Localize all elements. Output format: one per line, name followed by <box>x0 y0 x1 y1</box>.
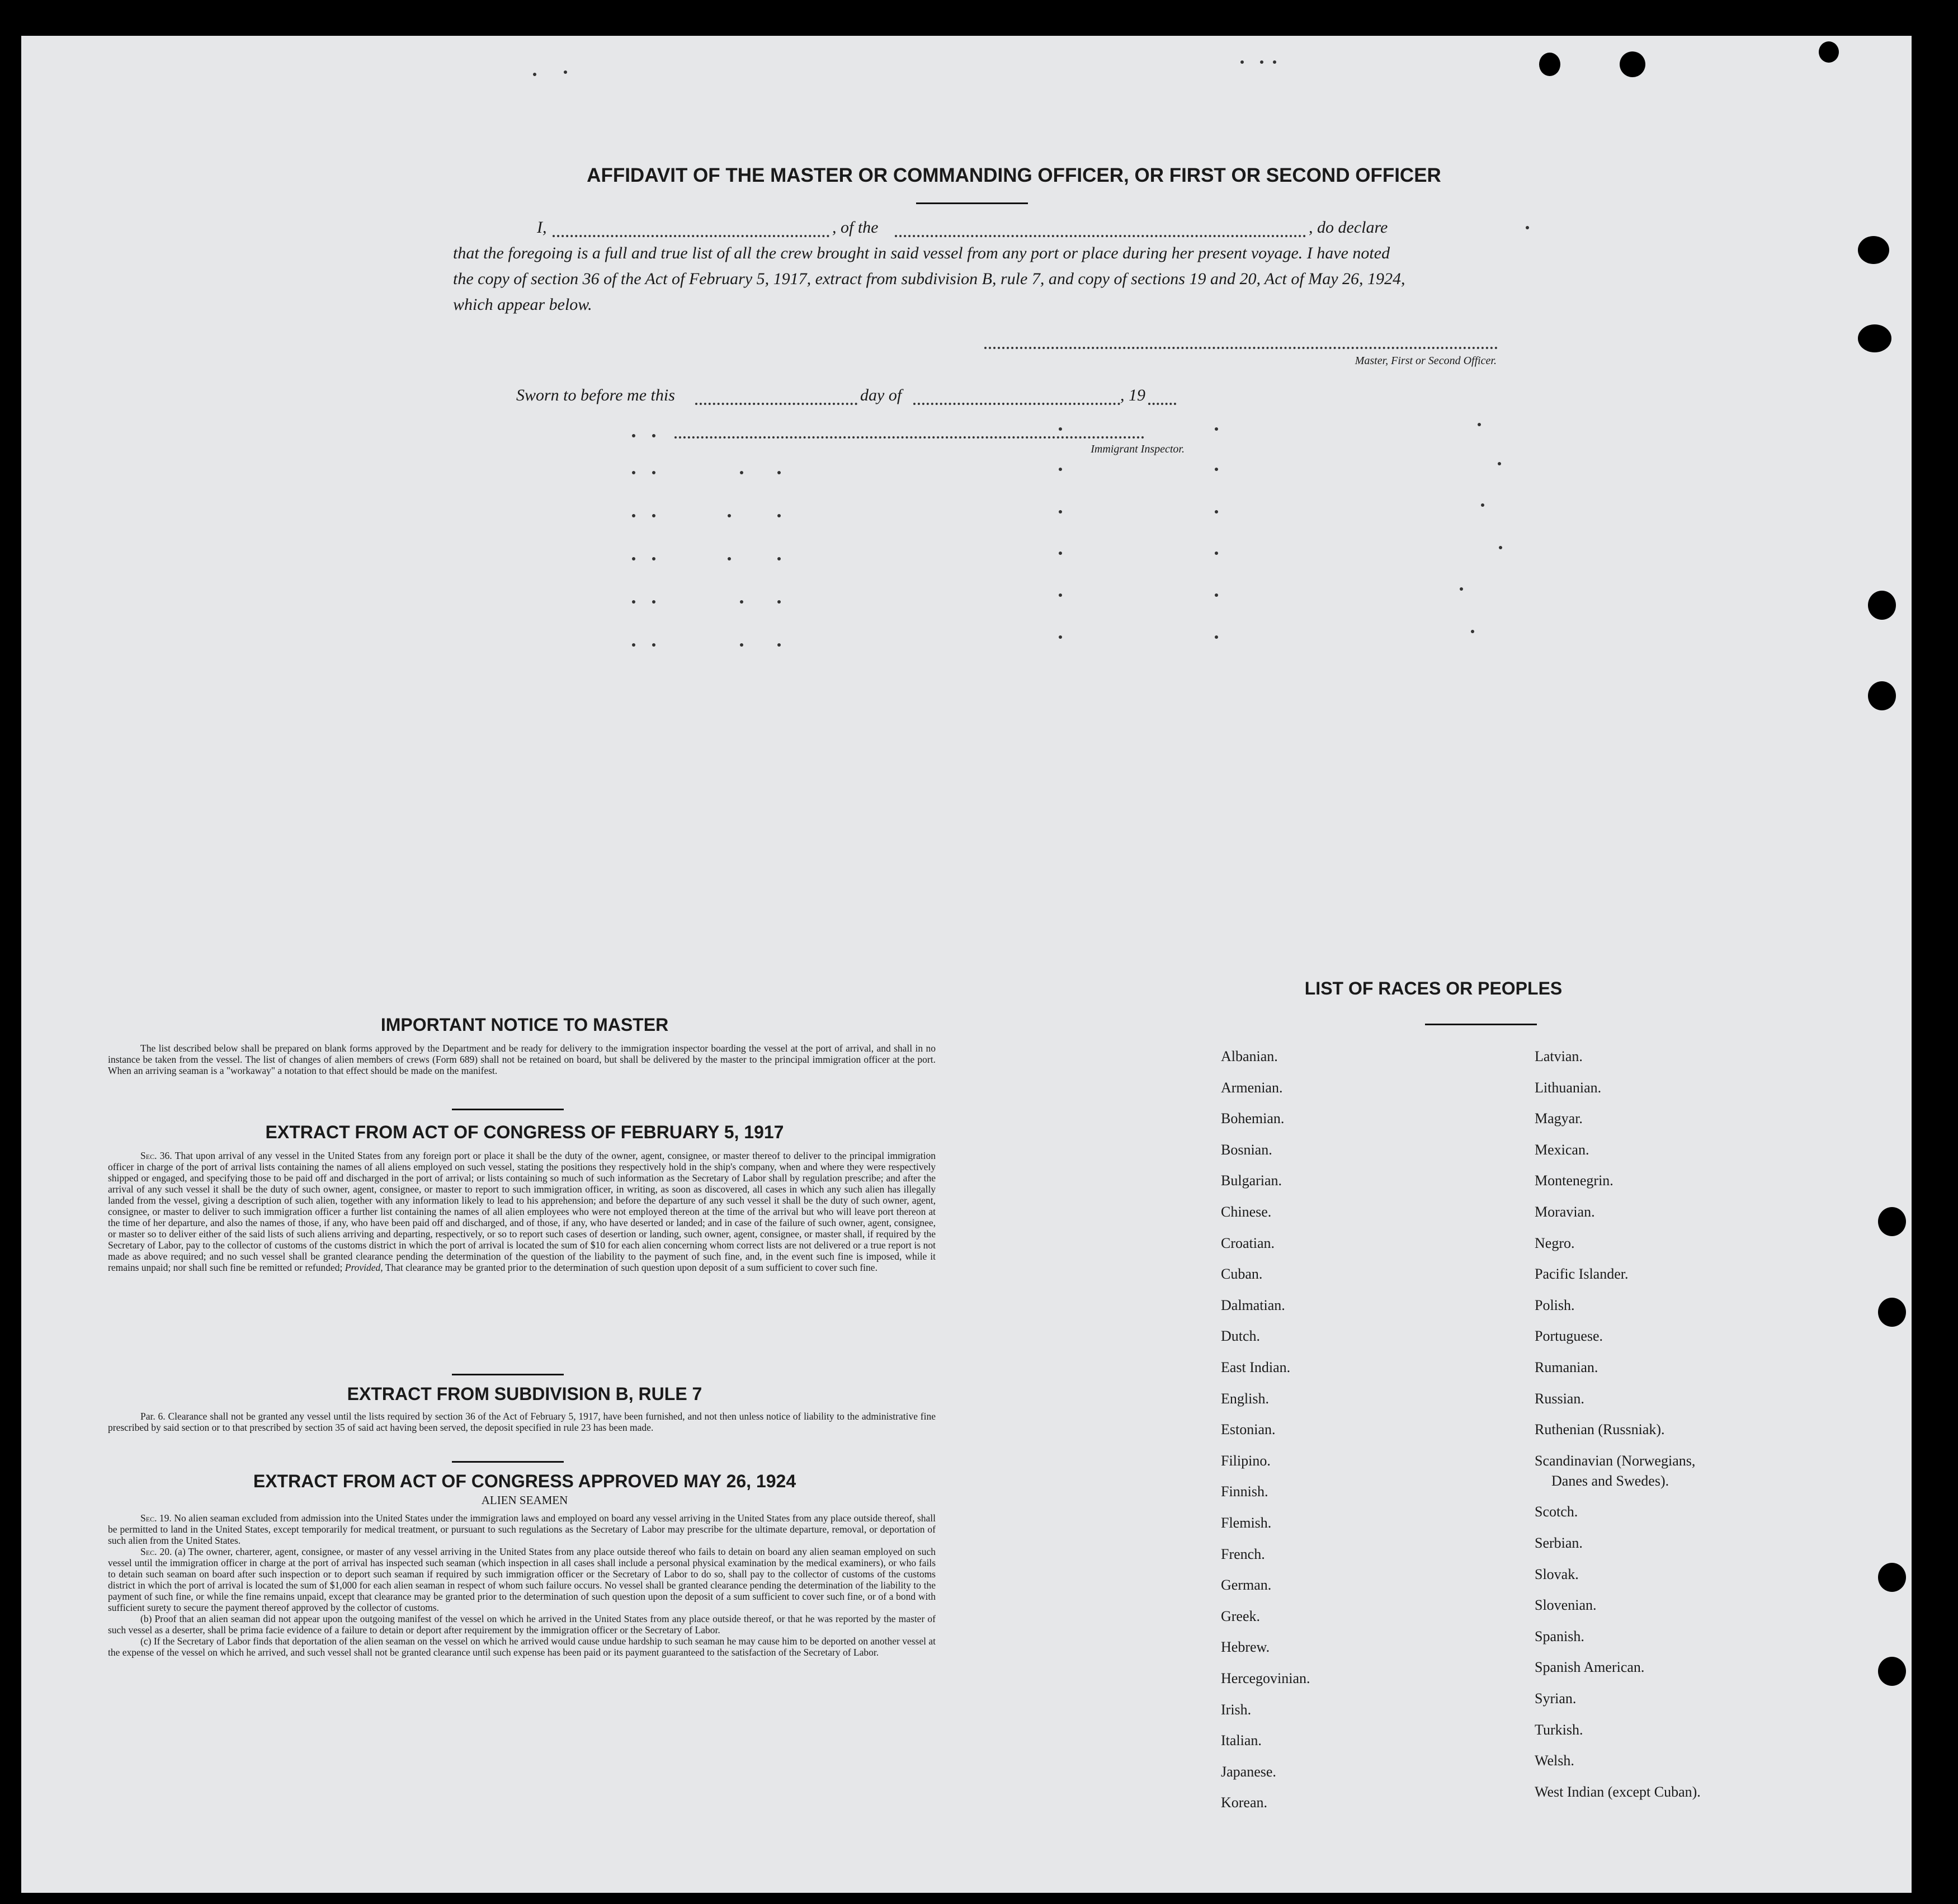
race-right-item: Moravian. <box>1535 1204 1595 1220</box>
race-left-item: Korean. <box>1221 1794 1268 1811</box>
race-right-item: Danes and Swedes). <box>1551 1472 1669 1489</box>
race-right-item: West Indian (except Cuban). <box>1535 1783 1701 1800</box>
affidavit-line-4: which appear below. <box>453 295 592 314</box>
race-right-item: Scotch. <box>1535 1504 1578 1520</box>
race-right-item: Welsh. <box>1535 1752 1574 1769</box>
notice-text <box>108 1043 936 1076</box>
race-left-item: Armenian. <box>1221 1079 1283 1096</box>
race-right-item: Pacific Islander. <box>1535 1266 1629 1283</box>
race-right-item: Spanish American. <box>1535 1659 1645 1676</box>
race-left-item: Hebrew. <box>1221 1639 1270 1656</box>
race-left-item: Japanese. <box>1221 1763 1276 1780</box>
races-rule <box>1425 1024 1537 1025</box>
affidavit-i: I, <box>537 218 547 237</box>
race-right-item: Serbian. <box>1535 1535 1583 1551</box>
race-left-item: Bulgarian. <box>1221 1172 1282 1189</box>
race-left-item: Greek. <box>1221 1608 1261 1624</box>
race-left-item: East Indian. <box>1221 1359 1291 1375</box>
master-signature-line[interactable] <box>984 347 1498 349</box>
sec-19-label: Sec. 19. <box>140 1512 172 1524</box>
sec-20-label: Sec. 20. <box>140 1546 172 1557</box>
vessel-blank[interactable] <box>895 235 1306 237</box>
race-left-item: Dalmatian. <box>1221 1297 1285 1313</box>
race-left-item: English. <box>1221 1390 1269 1407</box>
affidavit-line-3: the copy of section 36 of the Act of February 5, 1917, extract from subdivision B, rule 7, and copy of sections 19 and 20, Act of May 26, 1924, <box>453 270 1405 288</box>
race-right-item: Portuguese. <box>1535 1328 1603 1345</box>
notice-paragraph: The list described below shall be prepared on blank forms approved by the Department and be ready for delivery to the immigration inspector boarding the vessel at the port of arrival, and shall in no instance be taken from the vessel. The list of changes of alien members of crews (Form 689) shall not be retained on board, but shall be delivered by the master to the principal immigration officer at the port. When an arriving seaman is a "workaway" a notation to that effect should be made on the manifest. <box>108 1043 936 1076</box>
day-of-text: day of <box>860 386 902 404</box>
sec-20c-body: (c) If the Secretary of Labor finds that deportation of the alien seaman on the vessel on which he arrived would cause undue hardship to such seaman he may cause him to be deported on another vessel at the expense of the vessel on which he arrived, and such vessel shall not be granted clearance until such expense has been paid or its payment guaranteed to the satisfaction of the Secretary of Labor. <box>108 1636 936 1658</box>
month-blank[interactable] <box>913 403 1120 405</box>
name-blank[interactable] <box>553 235 829 237</box>
race-left-item: Filipino. <box>1221 1452 1271 1469</box>
race-left-item: Flemish. <box>1221 1515 1272 1531</box>
race-left-item: Albanian. <box>1221 1048 1278 1064</box>
affidavit-line-2: that the foregoing is a full and true list of all the crew brought in said vessel from any port or place during her present voyage. I have noted <box>453 244 1390 262</box>
race-right-item: Magyar. <box>1535 1110 1583 1127</box>
race-left-item: Italian. <box>1221 1732 1262 1749</box>
race-left-item: French. <box>1221 1545 1265 1562</box>
sec-36-body: That upon arrival of any vessel in the United States from any foreign port or place it shall be the duty of the owner, agent, consignee, or master thereof to deliver to the principal immigration officer in charge of the port of arrival lists containing the names of all aliens employed on such vessel, stating the positions they respectively hold in the ship's company, when and where they were respectively shipped or engaged, and specifying those to be paid off and discharged in the port of arrival; or lists containing so much of such information as the Secretary of Labor shall by regulation prescribe; and after the arrival of any such vessel it shall be the duty of such owner, agent, consignee, or master to report to such immigration officer, in writing, as soon as discovered, all cases in which any such alien has illegally landed from the vessel, giving a description of such alien, together with any information likely to lead to his apprehension; and before the departure of any such vessel it shall be the duty of such owner, agent, consignee, or master to deliver to such immigration officer a further list containing the names of all alien employees who were not employed thereon at the time of the arrival but who will leave port thereon at the time of her departure, and also the names of those, if any, who have been paid off and discharged, and of those, if any, who have deserted or landed; and in case of the failure of such owner, agent, consignee, or master so to deliver either of the said lists of such aliens arriving and departing, respectively, or so to report such cases of desertion or landing, such owner, agent, consignee, or master shall, if required by the Secretary of Labor, pay to the collector of customs of the customs district in which the port of arrival is located the sum of $10 for each alien concerning whom correct lists are not delivered or a true report is not made as above required; and no such vessel shall be granted clearance pending the determination of the question of the liability to the payment of such fine, and, in the event such fine is imposed, while it remains unpaid; nor shall such fine be remitted or refunded; <box>108 1150 936 1273</box>
master-signature-label: Master, First or Second Officer. <box>1355 355 1497 367</box>
race-left-item: Estonian. <box>1221 1421 1276 1438</box>
race-left-item: Irish. <box>1221 1701 1252 1718</box>
extract-1924-text <box>108 1512 936 1658</box>
race-left-item: Bosnian. <box>1221 1141 1272 1158</box>
race-right-item: Lithuanian. <box>1535 1079 1602 1096</box>
title-rule <box>916 202 1028 204</box>
races-title: LIST OF RACES OR PEOPLES <box>1304 978 1563 998</box>
race-right-item: Montenegrin. <box>1535 1172 1613 1189</box>
race-left-item: Cuban. <box>1221 1266 1263 1283</box>
race-left-item: German. <box>1221 1577 1272 1594</box>
alien-seamen-subtitle: ALIEN SEAMEN <box>481 1493 568 1507</box>
race-right-item: Ruthenian (Russniak). <box>1535 1421 1665 1438</box>
race-left-item: Dutch. <box>1221 1328 1261 1345</box>
race-right-item: Polish. <box>1535 1297 1575 1313</box>
subdivision-b-title: EXTRACT FROM SUBDIVISION B, RULE 7 <box>347 1384 702 1404</box>
day-blank[interactable] <box>695 403 857 405</box>
provided-word: Provided, <box>345 1262 383 1273</box>
affidavit-of-the: , of the <box>832 218 879 237</box>
sworn-text: Sworn to before me this <box>516 386 675 404</box>
year-blank[interactable] <box>1148 403 1176 405</box>
extract-1917-rule <box>452 1374 564 1375</box>
race-left-item: Finnish. <box>1221 1483 1268 1500</box>
inspector-signature-line[interactable] <box>674 436 1144 439</box>
race-left-item: Chinese. <box>1221 1204 1272 1220</box>
race-left-item: Croatian. <box>1221 1234 1275 1251</box>
sec-36-label: Sec. 36. <box>140 1150 172 1161</box>
extract-1924-title: EXTRACT FROM ACT OF CONGRESS APPROVED MAY 26, 1924 <box>253 1471 796 1491</box>
sec-20a-body: (a) The owner, charterer, agent, consignee, or master of any vessel arriving in the United States from any place outside thereof who fails to detain on board any alien seaman employed on such vessel until the immigration officer in charge at the port of arrival has inspected such seaman (which inspection in all cases shall include a personal physical examination by the medical examiners), or who fails to detain such seaman on board after such inspection or to deport such seaman if required by such immigration officer or the Secretary of Labor to do so, shall pay to the collector of customs of the customs district in which the port of arrival is located the sum of $1,000 for each alien seaman in respect of whom such failure occurs. No vessel shall be granted clearance pending the determination of the liability to the payment of such fine, or while the fine remains unpaid, except that clearance may be granted prior to the determination of such question upon the deposit of a sum sufficient to cover such fine, or of a bond with sufficient surety to secure the payment thereof approved by the collector of customs. <box>108 1546 936 1613</box>
race-left-item: Bohemian. <box>1221 1110 1285 1127</box>
race-left-item: Hercegovinian. <box>1221 1670 1310 1686</box>
subdivision-b-paragraph: Par. 6. Clearance shall not be granted any vessel until the lists required by section 36 of the Act of February 5, 1917, have been furnished, and not then unless notice of liability to the administrative fine prescribed by said section or to that prescribed by section 35 of said act having been served, the deposit specified in rule 23 has been made. <box>108 1411 936 1433</box>
race-right-item: Spanish. <box>1535 1628 1584 1644</box>
race-right-item: Negro. <box>1535 1234 1575 1251</box>
race-right-item: Latvian. <box>1535 1048 1583 1064</box>
subdivision-b-text <box>108 1411 936 1433</box>
race-right-item: Scandinavian (Norwegians, <box>1535 1452 1696 1469</box>
notice-rule <box>452 1109 564 1110</box>
race-right-item: Mexican. <box>1535 1141 1589 1158</box>
form-sheet <box>21 36 1912 1893</box>
race-right-item: Rumanian. <box>1535 1359 1598 1375</box>
sec-36-end: That clearance may be granted prior to the determination of such question upon deposit of a sum sufficient to cover such fine. <box>385 1262 877 1273</box>
extract-1917-text <box>108 1150 936 1273</box>
extract-1917-title: EXTRACT FROM ACT OF CONGRESS OF FEBRUARY 5, 1917 <box>265 1122 784 1142</box>
race-right-item: Turkish. <box>1535 1721 1583 1738</box>
sec-20b-body: (b) Proof that an alien seaman did not appear upon the outgoing manifest of the vessel on which he arrived in the United States from any place outside thereof, or that he was reported by the master of such vessel as a deserter, shall be prima facie evidence of a failure to detain or deport after requirement by the immigration officer or the Secretary of Labor. <box>108 1613 936 1636</box>
race-right-item: Russian. <box>1535 1390 1584 1407</box>
race-right-item: Syrian. <box>1535 1690 1577 1707</box>
affidavit-declare: , do declare <box>1309 218 1388 237</box>
affidavit-title: AFFIDAVIT OF THE MASTER OR COMMANDING OFFICER, OR FIRST OR SECOND OFFICER <box>587 164 1441 186</box>
year-prefix: , 19 <box>1120 386 1145 404</box>
inspector-signature-label: Immigrant Inspector. <box>1091 443 1185 455</box>
race-right-item: Slovak. <box>1535 1566 1579 1582</box>
sec-19-body: No alien seaman excluded from admission into the United States under the immigration laws and employed on board any vessel arriving in the United States from any place outside thereof, shall be permitted to land in the United States, except temporarily for medical treatment, or pursuant to such regulations as the Secretary of Labor may prescribe for the ultimate departure, removal, or deportation of such alien from the United States. <box>108 1512 936 1546</box>
notice-title: IMPORTANT NOTICE TO MASTER <box>380 1015 669 1035</box>
race-right-item: Slovenian. <box>1535 1597 1597 1614</box>
subdivision-b-rule <box>452 1461 564 1463</box>
